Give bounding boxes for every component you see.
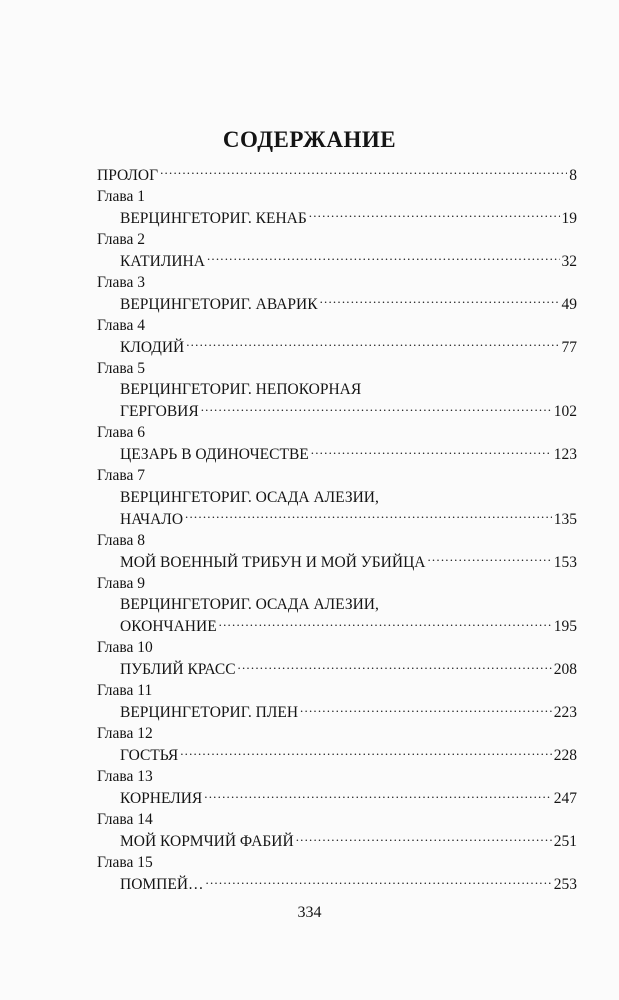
chapter-label: Глава 1 — [97, 187, 146, 205]
entry-title: МОЙ ВОЕННЫЙ ТРИБУН И МОЙ УБИЙЦА — [120, 553, 426, 571]
chapter-label: Глава 11 — [97, 682, 153, 699]
dot-leader — [238, 659, 552, 675]
entry-title: НАЧАЛО — [120, 510, 184, 528]
toc-entry — [97, 745, 577, 767]
entry-page: 19 — [561, 209, 577, 227]
entry-page: 251 — [553, 833, 577, 850]
dot-leader — [219, 616, 552, 632]
toc-entry — [97, 293, 577, 315]
dot-leader — [185, 508, 552, 524]
toc-entry-line — [97, 379, 577, 401]
entry-page: 77 — [561, 338, 577, 356]
page-number: 334 — [297, 904, 322, 921]
entry-title: ПУБЛИЙ КРАСС — [120, 661, 236, 678]
entry-title: ВЕРЦИНГЕТОРИГ. АВАРИК — [120, 295, 318, 313]
dot-leader — [186, 336, 559, 352]
dot-leader — [207, 250, 560, 266]
chapter-label: Глава 4 — [97, 316, 146, 334]
entry-title: ГОСТЬЯ — [120, 747, 179, 764]
entry-title: ГЕРГОВИЯ — [120, 403, 199, 420]
entry-page: 253 — [553, 876, 577, 893]
chapter-label: Глава 3 — [97, 273, 146, 291]
dot-leader — [309, 207, 560, 223]
entry-title: КОРНЕЛИЯ — [120, 790, 203, 807]
entry-title: ЦЕЗАРЬ В ОДИНОЧЕСТВЕ — [120, 446, 309, 463]
chapter-label: Глава 12 — [97, 725, 153, 742]
entry-title: ПОМПЕЙ… — [120, 876, 204, 893]
dot-leader — [311, 444, 552, 460]
chapter-label: Глава 8 — [97, 531, 146, 549]
dot-leader — [160, 164, 567, 180]
entry-title: МОЙ КОРМЧИЙ ФАБИЙ — [120, 833, 294, 850]
entry-page: 247 — [553, 790, 577, 807]
entry-title: КЛОДИЙ — [120, 338, 185, 356]
entry-page: 208 — [553, 661, 577, 678]
entry-title: ПРОЛОГ — [97, 166, 159, 184]
toc-entry — [97, 401, 577, 423]
toc-entry — [97, 831, 577, 853]
entry-title: ВЕРЦИНГЕТОРИГ. КЕНАБ — [120, 209, 307, 227]
chapter-label: Глава 10 — [97, 639, 153, 656]
toc-entry — [97, 659, 577, 681]
entry-title: ОКОНЧАНИЕ — [120, 618, 217, 635]
entry-page: 135 — [553, 510, 577, 528]
dot-leader — [320, 293, 560, 309]
entry-title: ВЕРЦИНГЕТОРИГ. ОСАДА АЛЕЗИИ, — [120, 488, 379, 506]
chapter-label: Глава 6 — [97, 424, 146, 441]
table-of-contents — [97, 164, 577, 895]
dot-leader — [180, 745, 552, 761]
dot-leader — [427, 551, 551, 567]
toc-entry — [97, 874, 577, 896]
entry-page: 102 — [553, 403, 577, 420]
entry-page: 8 — [569, 166, 577, 184]
entry-title: КАТИЛИНА — [120, 252, 205, 270]
toc-entry — [97, 250, 577, 272]
entry-page: 49 — [561, 295, 577, 313]
entry-page: 123 — [553, 446, 577, 463]
chapter-label: Глава 5 — [97, 359, 146, 377]
toc-entry — [97, 336, 577, 358]
dot-leader — [300, 702, 552, 718]
entry-page: 228 — [553, 747, 577, 764]
toc-entry-line — [97, 487, 577, 509]
toc-entry — [97, 616, 577, 638]
dot-leader — [201, 401, 552, 417]
chapter-label: Глава 7 — [97, 467, 146, 484]
entry-title: ВЕРЦИНГЕТОРИГ. НЕПОКОРНАЯ — [120, 381, 362, 398]
chapter-label: Глава 9 — [97, 574, 146, 592]
entry-page: 32 — [561, 252, 577, 270]
entry-title: ВЕРЦИНГЕТОРИГ. ПЛЕН — [120, 704, 299, 721]
toc-entry-line — [97, 594, 577, 616]
toc-entry — [97, 207, 577, 229]
entry-page: 195 — [553, 618, 577, 635]
toc-heading: СОДЕРЖАНИЕ — [222, 127, 397, 152]
dot-leader — [206, 874, 552, 890]
chapter-label: Глава 15 — [97, 854, 153, 871]
toc-entry — [97, 508, 577, 530]
entry-page: 223 — [553, 704, 577, 721]
toc-entry — [97, 702, 577, 724]
chapter-label: Глава 13 — [97, 768, 153, 785]
toc-entry — [97, 551, 577, 573]
dot-leader — [296, 831, 552, 847]
toc-entry — [97, 444, 577, 466]
chapter-label: Глава 2 — [97, 230, 146, 248]
toc-entry — [97, 164, 577, 186]
entry-title: ВЕРЦИНГЕТОРИГ. ОСАДА АЛЕЗИИ, — [120, 596, 379, 613]
toc-entry — [97, 788, 577, 810]
entry-page: 153 — [553, 553, 577, 571]
dot-leader — [204, 788, 551, 804]
chapter-label: Глава 14 — [97, 811, 153, 828]
